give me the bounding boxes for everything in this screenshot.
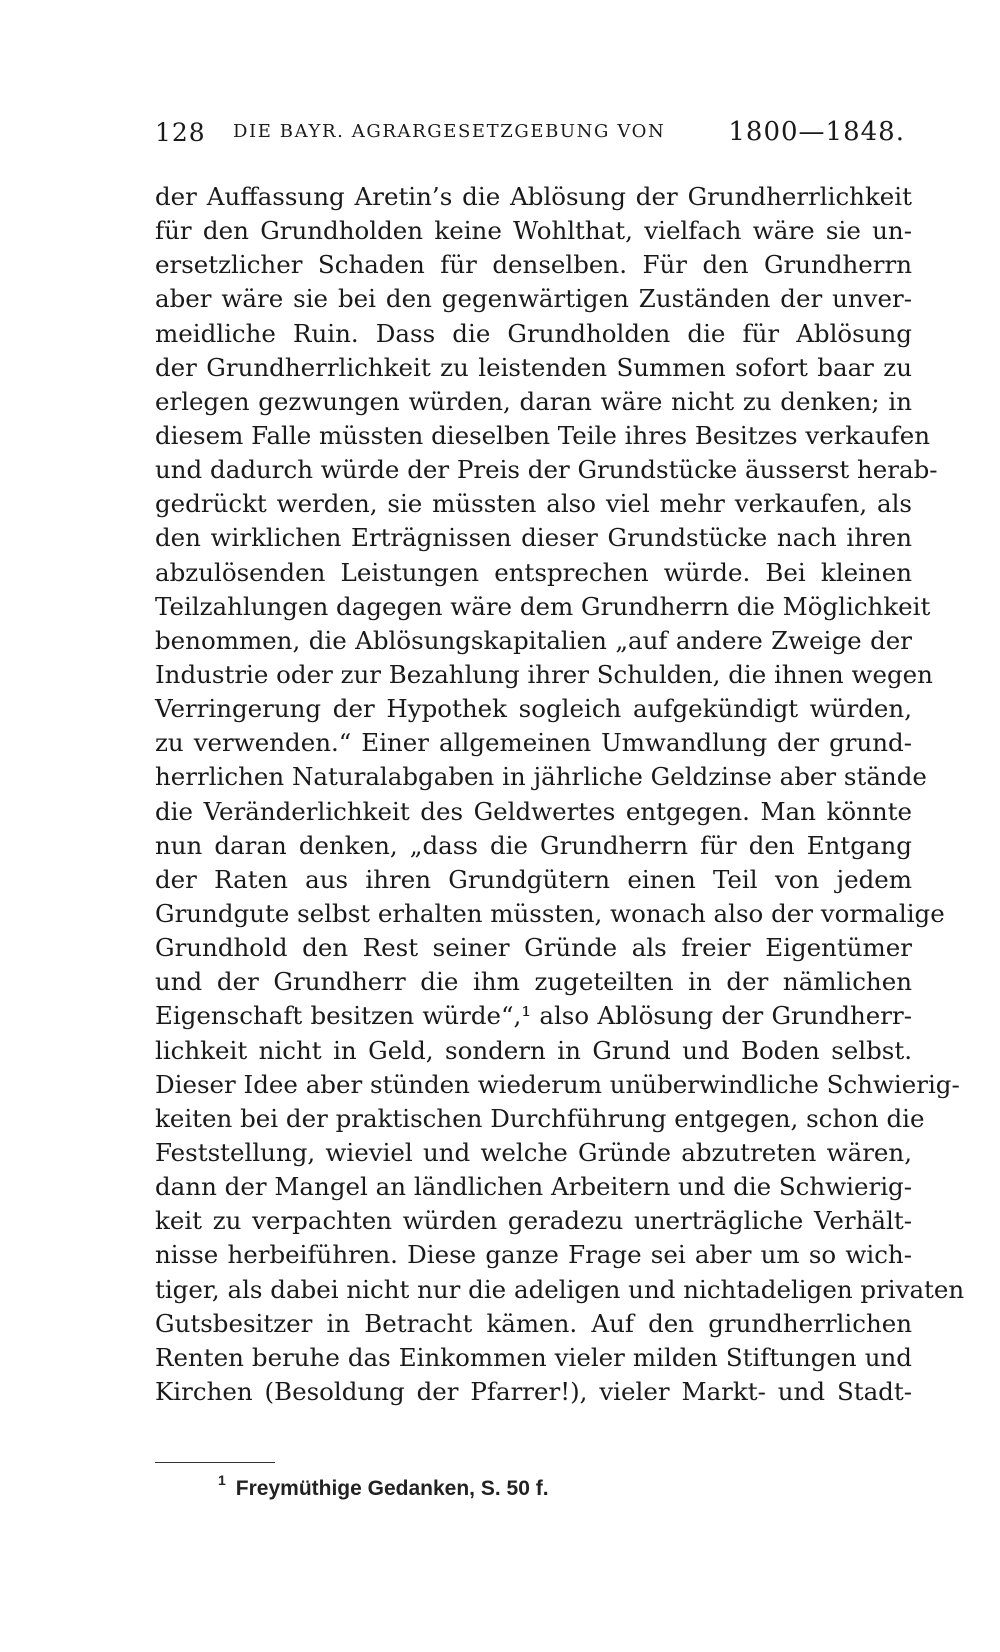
running-head-title: DIE BAYR. AGRARGESETZGEBUNG VON [233,121,666,142]
text-line: erlegen gezwungen würden, daran wäre nicht zu denken; in [155,386,912,416]
text-line: Renten beruhe das Einkommen vieler milden Stiftungen und [155,1342,912,1372]
running-head [155,118,915,148]
text-line: Gutsbesitzer in Betracht kämen. Auf den grundherrlichen [155,1308,912,1338]
text-line: meidliche Ruin. Dass die Grundholden die für Ablösung [155,318,912,348]
text-line: abzulösenden Leistungen entsprechen würde. Bei kleinen [155,557,912,587]
body-text [155,180,965,1409]
text-line: der Grundherrlichkeit zu leistenden Summen sofort baar zu [155,352,912,382]
text-line: benommen, die Ablösungskapitalien „auf andere Zweige der [155,625,912,655]
text-line: Kirchen (Besoldung der Pfarrer!), vieler Markt- und Stadt- [155,1376,912,1406]
text-line: aber wäre sie bei den gegenwärtigen Zuständen der unver- [155,284,912,314]
text-line: Grundhold den Rest seiner Gründe als freier Eigentümer [155,933,912,963]
running-head-years: 1800—1848. [728,117,905,147]
text-line: die Veränderlichkeit des Geldwertes entgegen. Man könnte [155,796,912,826]
text-line: keiten bei der praktischen Durchführung entgegen, schon die [155,1103,925,1133]
text-line: herrlichen Naturalabgaben in jährliche Geldzinse aber stände [155,762,927,792]
text-line: keit zu verpachten würden geradezu unerträgliche Verhält- [155,1206,912,1236]
text-line: Teilzahlungen dagegen wäre dem Grundherrn die Möglichkeit [155,591,931,621]
footnote-marker: 1 [218,1472,226,1488]
text-line: gedrückt werden, sie müssten also viel mehr verkaufen, als [155,489,912,519]
text-line: Verringerung der Hypothek sogleich aufgekündigt würden, [155,694,912,724]
text-line: Industrie oder zur Bezahlung ihrer Schulden, die ihnen wegen [155,659,933,689]
text-line: und dadurch würde der Preis der Grundstücke äusserst herab- [155,455,938,485]
text-line: und der Grundherr die ihm zugeteilten in der nämlichen [155,967,912,997]
text-line: nisse herbeiführen. Diese ganze Frage sei aber um so wich- [155,1240,912,1270]
text-line: Eigenschaft besitzen würde“,¹ also Ablösung der Grundherr- [155,1001,912,1031]
footnote-text: Freymüthige Gedanken, S. 50 f. [235,1477,549,1500]
footnote-divider [155,1462,275,1463]
page-number: 128 [155,118,206,147]
text-line: der Raten aus ihren Grundgütern einen Teil von jedem [155,864,912,894]
footnote [218,1474,549,1501]
text-line: der Auffassung Aretin’s die Ablösung der Grundherrlichkeit [155,182,912,211]
text-line: nun daran denken, „dass die Grundherrn für den Entgang [155,830,912,860]
text-line: dann der Mangel an ländlichen Arbeitern und die Schwierig- [155,1172,912,1202]
text-line: den wirklichen Erträgnissen dieser Grundstücke nach ihren [155,523,912,553]
text-line: lichkeit nicht in Geld, sondern in Grund und Boden selbst. [155,1035,912,1065]
text-line: diesem Falle müssten dieselben Teile ihres Besitzes verkaufen [155,420,930,450]
text-line: Feststellung, wieviel und welche Gründe abzutreten wären, [155,1137,912,1167]
text-line: zu verwenden.“ Einer allgemeinen Umwandlung der grund- [155,728,912,758]
text-line: tiger, als dabei nicht nur die adeligen und nichtadeligen privaten [155,1274,965,1304]
text-line: Dieser Idee aber stünden wiederum unüberwindliche Schwierig- [155,1069,960,1099]
text-line: für den Grundholden keine Wohlthat, vielfach wäre sie un- [155,216,912,246]
text-line: ersetzlicher Schaden für denselben. Für den Grundherrn [155,250,912,280]
text-line: Grundgute selbst erhalten müssten, wonach also der vormalige [155,898,945,928]
